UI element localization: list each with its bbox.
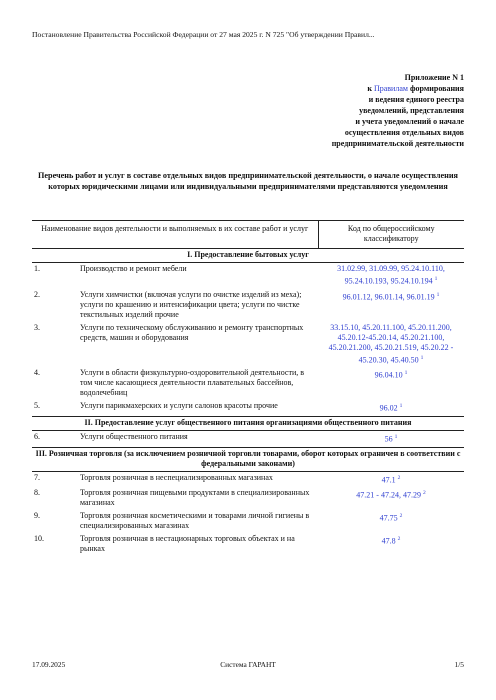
footnote-marker[interactable]: 1 [399, 403, 403, 410]
footnote-marker[interactable]: 1 [436, 291, 440, 298]
appendix-line: уведомлений, представления [359, 106, 464, 115]
table-header-row [32, 221, 464, 249]
appendix-title: Приложение N 1 [404, 73, 464, 82]
row-name: Услуги по техническому обслуживанию и ремонту транспортных средств, машин и оборудования [80, 322, 304, 342]
table-row [32, 487, 464, 510]
table-row [32, 367, 464, 400]
row-code-cell [318, 471, 464, 487]
footnote-marker[interactable]: 1 [394, 433, 398, 440]
table-row [32, 430, 464, 447]
footnote-marker[interactable]: 1 [434, 276, 438, 282]
appendix-line: предпринимательской деятельности [331, 139, 464, 148]
table-row [32, 263, 464, 289]
footer-page-number: 1/5 [454, 660, 464, 669]
row-number: 10. [34, 534, 44, 544]
classifier-code-link[interactable]: 47.8 [381, 536, 396, 546]
services-table [32, 220, 464, 556]
row-name: Торговля розничная пищевыми продуктами в специализированных магазинах [80, 488, 310, 508]
classifier-code-link[interactable]: 56 [384, 434, 393, 444]
row-number: 6. [34, 431, 40, 441]
row-name: Услуги парикмахерских и услуги салонов красоты прочие [80, 401, 278, 411]
footnote-marker[interactable]: 2 [399, 513, 403, 520]
row-name: Производство и ремонт мебели [80, 264, 187, 273]
row-code-cell [318, 367, 464, 400]
row-number: 7. [34, 472, 40, 482]
classifier-code-link[interactable]: 96.01.12, 96.01.14, 96.01.19 [342, 292, 435, 302]
footnote-marker[interactable]: 2 [397, 474, 401, 481]
row-name: Услуги в области физкультурно-оздоровительной деятельности, в том числе касающиеся деятельности плавательных бассейнов, водолечебниц [80, 368, 305, 398]
row-name: Торговля розничная косметическими и товарами личной гигиены в специализированных магазинах [80, 511, 310, 531]
classifier-code-link[interactable]: 96.02 [379, 403, 398, 413]
classifier-code-link[interactable]: 47.75 [379, 513, 398, 523]
table-row [32, 510, 464, 533]
appendix-line: и ведения единого реестра [368, 95, 464, 104]
column-header-name: Наименование видов деятельности и выполняемых в их составе работ и услуг [32, 221, 318, 249]
appendix-line: и учета уведомлений о начале [355, 117, 464, 126]
row-number: 9. [34, 511, 40, 521]
classifier-code-link[interactable]: 47.21 - 47.24, 47.29 [356, 490, 421, 500]
table-row [32, 400, 464, 416]
footer-date: 17.09.2025 [32, 660, 66, 669]
row-code-cell [318, 263, 464, 289]
table-row [32, 289, 464, 322]
row-number: 2. [34, 289, 40, 299]
classifier-code-link[interactable]: 96.04.10 [374, 370, 403, 380]
section-row [32, 416, 464, 430]
footnote-marker[interactable]: 1 [420, 354, 424, 361]
row-code-cell [318, 289, 464, 322]
row-code-cell [318, 533, 464, 556]
table-row [32, 322, 464, 368]
row-number: 5. [34, 401, 40, 411]
section-title: II. Предоставление услуг общественного питания организациями общественного питания [32, 416, 464, 430]
section-row [32, 447, 464, 471]
column-header-code: Код по общероссийскому классификатору [318, 221, 464, 249]
footnote-marker[interactable]: 2 [422, 490, 426, 497]
rules-link[interactable]: Правилам [373, 84, 408, 93]
section-title: I. Предоставление бытовых услуг [32, 249, 464, 263]
table-row [32, 533, 464, 556]
footnote-marker[interactable]: 2 [397, 536, 401, 543]
row-number: 8. [34, 488, 40, 498]
row-code-cell [318, 510, 464, 533]
row-name: Услуги химчистки (включая услуги по очистке изделий из меха); услуги по крашению и интенсификации цвета; услуги по чистке текстильных изделий прочие [80, 289, 302, 319]
table-row [32, 471, 464, 487]
classifier-code-link[interactable]: 47.1 [381, 475, 396, 485]
appendix-suffix: формирования [407, 84, 464, 93]
row-code-cell [318, 322, 464, 368]
row-code-cell [318, 487, 464, 510]
row-code-cell [318, 400, 464, 416]
classifier-code-link[interactable]: 31.02.99, 31.09.99, 95.24.10.110, 95.24.10.193, 95.24.10.194 [337, 264, 445, 286]
appendix-line-rules [224, 83, 464, 94]
classifier-code-link[interactable]: 33.15.10, 45.20.11.100, 45.20.11.200, 45.20.12-45.20.14, 45.20.21.100, 45.20.21.200, 45.20.21.519, 45.20.22 - 45.20.30, 45.40.50 [328, 322, 454, 365]
appendix-line: осуществления отдельных видов [344, 128, 464, 137]
row-number: 3. [34, 322, 40, 332]
row-number: 1. [34, 264, 40, 273]
row-number: 4. [34, 368, 40, 378]
page-header: Постановление Правительства Российской Федерации от 27 мая 2025 г. N 725 "Об утверждении Правил... [32, 30, 375, 39]
section-row [32, 249, 464, 263]
row-code-cell [318, 430, 464, 447]
appendix-block [224, 72, 464, 149]
footer-system: Система ГАРАНТ [220, 660, 276, 669]
section-title: III. Розничная торговля (за исключением розничной торговли товарами, оборот которых ограничен в соответствии с федеральными законами) [32, 447, 464, 471]
document-title: Перечень работ и услуг в составе отдельных видов предпринимательской деятельности, о начале осуществления которых юридическими лицами или индивидуальными предпринимателями представляются уведомления [38, 171, 458, 191]
appendix-prefix: к [367, 84, 374, 93]
row-name: Услуги общественного питания [80, 431, 188, 441]
footnote-marker[interactable]: 1 [404, 370, 408, 377]
row-name: Торговля розничная в нестационарных торговых объектах и на рынках [80, 534, 295, 554]
row-name: Торговля розничная в неспециализированных магазинах [80, 472, 273, 482]
